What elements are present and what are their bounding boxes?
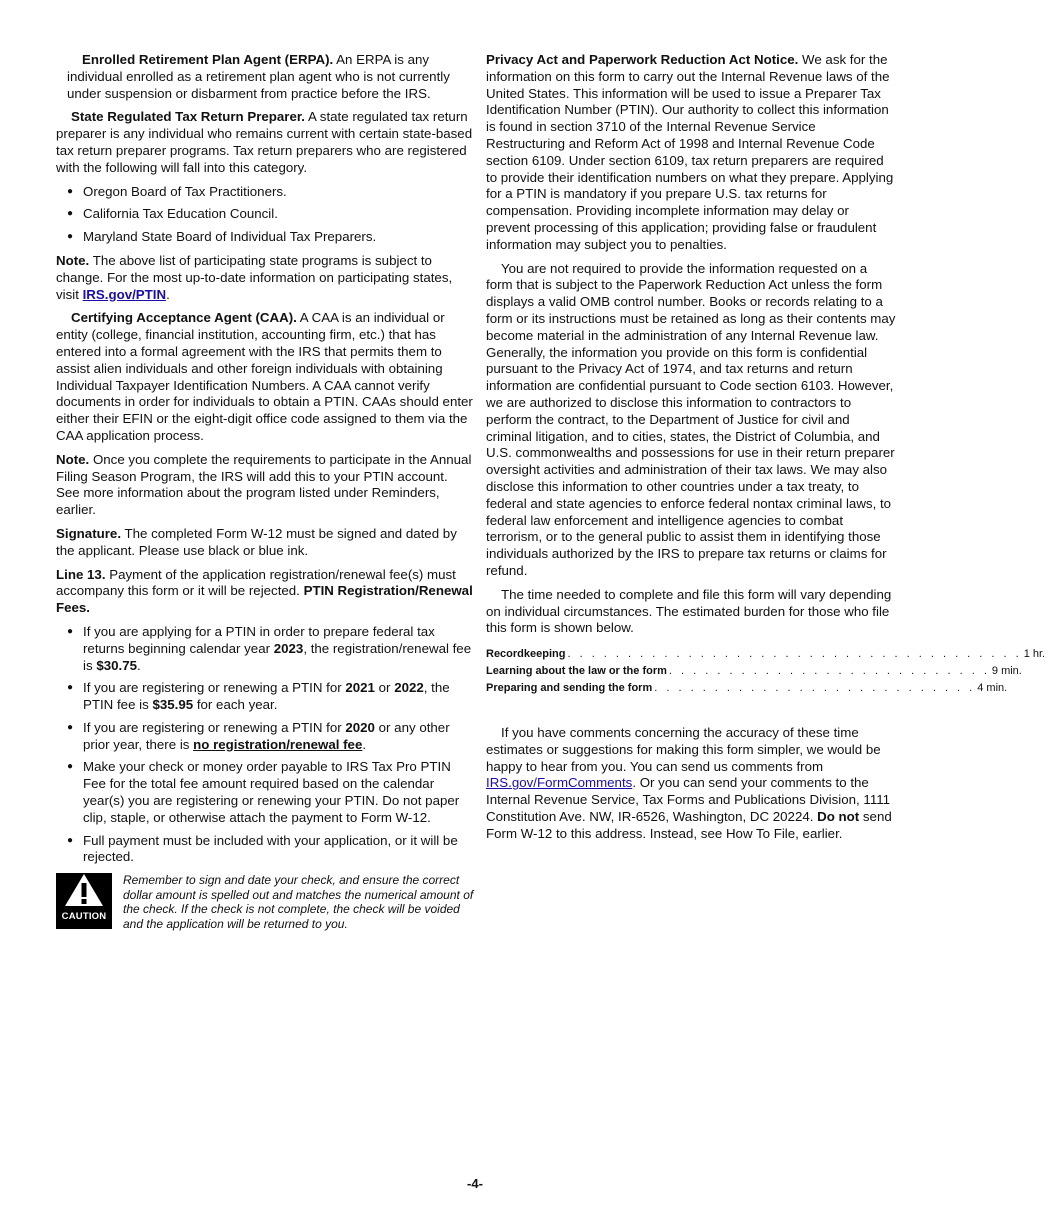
note-state-programs: Note. The above list of participating state programs is subject to change. For the most up-to-date information on participating states, visit IRS.gov/PTIN.	[56, 252, 453, 302]
caa-paragraph: Certifying Acceptance Agent (CAA). A CAA is an individual or entity (college, financial institution, accounting firm, etc.) that has entered into a formal agreement with the IRS that permits them to assist alien individuals and other foreign individuals with obtaining Individual Taxpayer Identification Numbers. A CAA cannot verify documents in order for individuals to obtain a PTIN. CAAs should enter either their EFIN or the eight-digit office code assigned to them via the CAA application process.	[56, 310, 473, 443]
list-item: ● California Tax Education Council.	[56, 206, 474, 223]
caution-text: Remember to sign and date your check, and ensure the correct dollar amount is spelled out and matches the numerical amount of the check. If the check is not complete, the check will be voided and the application will be returned to you.	[123, 873, 474, 932]
note-afsp: Note. Once you complete the requirements to participate in the Annual Filing Season Program, the IRS will add this to your PTIN account. See more information about the program listed under Reminders, earlier.	[56, 451, 472, 518]
burden-row: Learning about the law or the form . . . . . . . . . . . . . . . . . . . . . . . . . . . 9 min.	[486, 665, 1022, 678]
list-item: ● Full payment must be included with your application, or it will be rejected.	[56, 833, 474, 867]
page-number: -4-	[467, 1176, 483, 1191]
form-comments-link[interactable]: IRS.gov/FormComments	[486, 775, 633, 791]
line-13-paragraph: Line 13. Payment of the application registration/renewal fee(s) must accompany this form or it will be rejected. PTIN Registration/Renewal Fees.	[56, 566, 473, 616]
burden-row: Recordkeeping . . . . . . . . . . . . . . . . . . . . . . . . . . . . . . . . . . . . . . 1 hr.	[486, 648, 1046, 661]
fees-list	[56, 624, 474, 866]
burden-row: Preparing and sending the form . . . . . . . . . . . . . . . . . . . . . . . . . . . 4 min.	[486, 682, 1008, 695]
warning-triangle-icon	[64, 873, 104, 907]
list-item: ● Maryland State Board of Individual Tax Preparers.	[56, 229, 474, 246]
right-column	[486, 52, 1046, 850]
caution-box	[56, 873, 474, 931]
paperwork-paragraph: You are not required to provide the information requested on a form that is subject to the Paperwork Reduction Act unless the form displays a valid OMB control number. Books or records relating to a form or its instructions must be retained as long as their contents may become material in the administration of any Internal Revenue law. Generally, the information you provide on this form is confidential pursuant to the Privacy Act of 1974, and tax returns and return information are confidential pursuant to Code section 6103. However, we are authorized to disclose this information to contractors to perform the contract, to the Department of Justice for civil and criminal litigation, and to cities, states, the District of Columbia, and U.S. commonwealths and possessions for use in their return preparer oversight activities and administration of their tax laws. We may also disclose this information to other countries under a tax treaty, to federal and state agencies to enforce federal nontax criminal laws, to federal law enforcement and intelligence agencies to combat terrorism, or to the general public to assist them in identifying those individuals authorized by the IRS to prepare tax returns or claims for refund.	[486, 260, 896, 578]
list-item: ● Oregon Board of Tax Practitioners.	[56, 184, 474, 201]
list-item: ● If you are registering or renewing a PTIN for 2020 or any other prior year, there is no registration/renewal fee.	[56, 720, 474, 754]
comments-paragraph: If you have comments concerning the accuracy of these time estimates or suggestions for making this form simpler, we would be happy to hear from you. You can send us comments from IRS.gov/FormComments. Or you can send your comments to the Internal Revenue Service, Tax Forms and Publications Division, 1111 Constitution Ave. NW, IR-6526, Washington, DC 20224. Do not send Form W-12 to this address. Instead, see How To File, earlier.	[486, 725, 892, 841]
privacy-act-paragraph: Privacy Act and Paperwork Reduction Act Notice. We ask for the information on this form to carry out the Internal Revenue laws of the United States. This information will be used to issue a Preparer Tax Identification Number (PTIN). Our authority to collect this information is found in section 3710 of the Internal Revenue Service Restructuring and Reform Act of 1998 and Internal Revenue Code section 6109. Under section 6109, tax return preparers are required to provide their identification numbers on what they prepare. Applying for a PTIN is mandatory if you prepare U.S. tax returns for compensation. Providing incomplete information may delay or prevent processing of this application; providing false or fraudulent information may subject you to penalties.	[486, 52, 894, 252]
state-programs-list	[56, 184, 474, 246]
caution-icon	[56, 873, 112, 929]
time-estimate-paragraph: The time needed to complete and file this form will vary depending on individual circumstances. The estimated burden for those who file this form is shown below.	[486, 586, 892, 636]
erpa-paragraph: Enrolled Retirement Plan Agent (ERPA). An ERPA is any individual enrolled as a retirement plan agent who is not currently under suspension or disbarment from practice before the IRS.	[67, 52, 450, 101]
left-column	[56, 52, 474, 932]
state-regulated-paragraph: State Regulated Tax Return Preparer. A state regulated tax return preparer is any individual who remains current with certain state-based tax return preparer programs. Tax return preparers who are registered with the following will fall into this category.	[56, 109, 473, 175]
list-item: ● Make your check or money order payable to IRS Tax Pro PTIN Fee for the total fee amount required based on the calendar year(s) you are registering or renewing your PTIN. Do not paper clip, staple, or otherwise attach the payment to Form W-12.	[56, 759, 474, 826]
caution-label: CAUTION	[61, 911, 107, 923]
signature-paragraph: Signature. The completed Form W-12 must be signed and dated by the applicant. Please use black or blue ink.	[56, 525, 457, 558]
irs-ptin-link[interactable]: IRS.gov/PTIN	[82, 286, 167, 302]
list-item: ● If you are registering or renewing a PTIN for 2021 or 2022, the PTIN fee is $35.95 for each year.	[56, 680, 474, 714]
list-item: ● If you are applying for a PTIN in order to prepare federal tax returns beginning calendar year 2023, the registration/renewal fee is $30.75.	[56, 624, 474, 674]
burden-table	[486, 646, 1046, 697]
